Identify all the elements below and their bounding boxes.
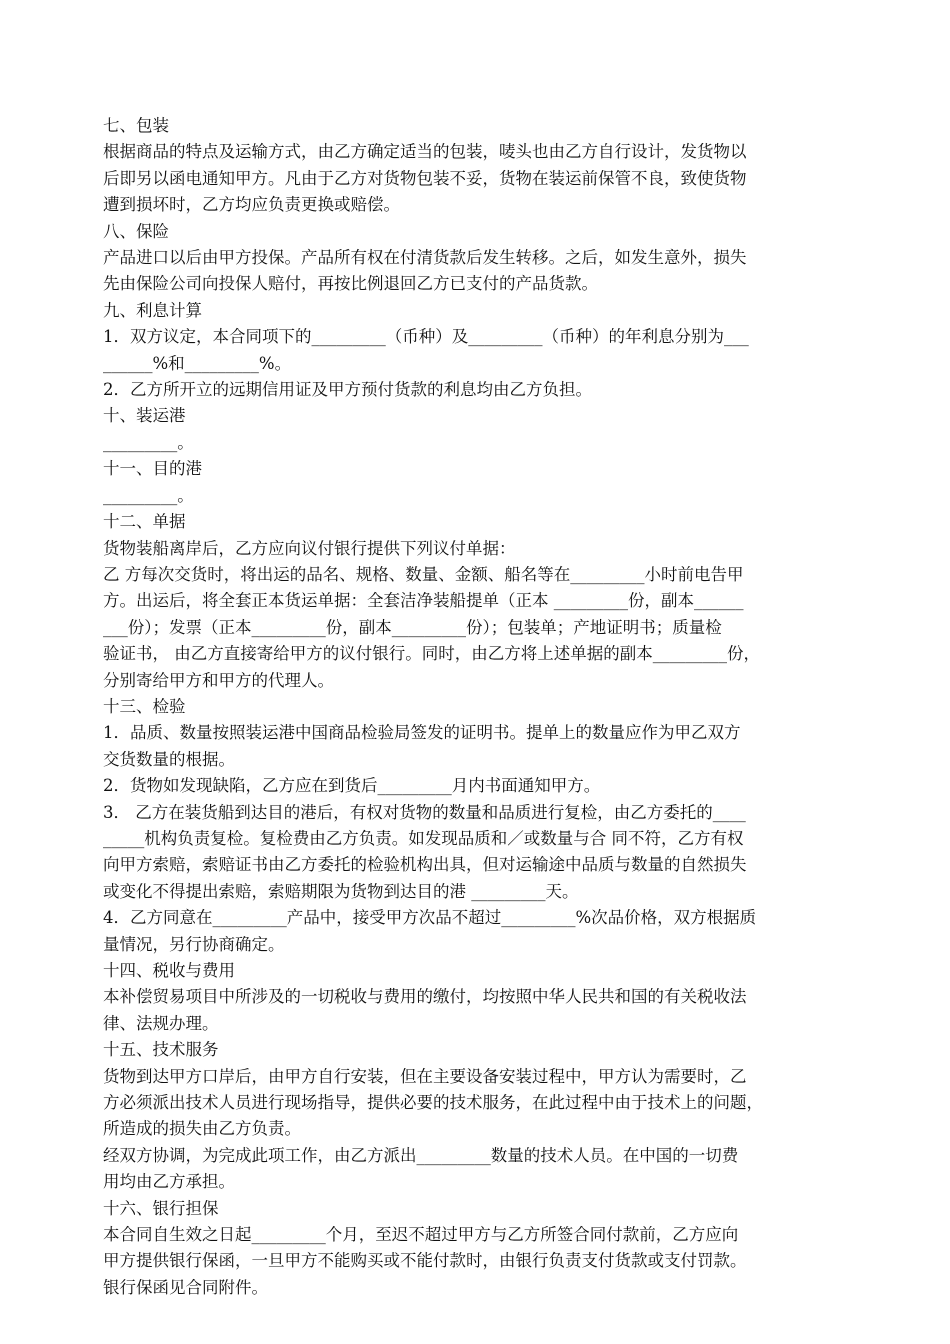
text-line: 根据商品的特点及运输方式，由乙方确定适当的包装，唛头也由乙方自行设计，发货物以 — [103, 142, 747, 162]
text-line: 3． 乙方在装货船到达目的港后，有权对货物的数量和品质进行复检，由乙方委托的____ — [103, 802, 746, 822]
section-heading-technical-service: 十五、技术服务 — [103, 1040, 219, 1060]
text-line: 1．双方议定，本合同项下的_________（币种）及_________（币种）的年利息分别为___ — [103, 327, 749, 347]
text-line: 4．乙方同意在_________产品中，接受甲方次品不超过_________%次品价格，双方根据质 — [103, 908, 757, 928]
text-line: 方。出运后，将全套正本货运单据：全套洁净装船提单（正本 _________份，副本______ — [103, 591, 744, 611]
section-heading-bank-guarantee: 十六、银行担保 — [103, 1198, 219, 1218]
section-heading-inspection: 十三、检验 — [103, 696, 186, 716]
text-line: 经双方协调，为完成此项工作，由乙方派出_________数量的技术人员。在中国的一切费 — [103, 1145, 739, 1165]
text-line: 用均由乙方承担。 — [103, 1172, 235, 1192]
blank-line: _________。 — [103, 432, 194, 452]
section-heading-taxes: 十四、税收与费用 — [103, 961, 235, 980]
text-line: ______%和_________%。 — [103, 353, 292, 373]
section-heading-loading-port: 十、装运港 — [103, 406, 186, 426]
text-line: ___份）；发票（正本_________份，副本_________份）；包装单；产地证明书；质量检 — [103, 617, 722, 637]
text-line: 货物装船离岸后，乙方应向议付银行提供下列议付单据： — [103, 538, 516, 558]
text-line: 先由保险公司向投保人赔付，再按比例退回乙方已支付的产品货款。 — [103, 274, 598, 294]
document-page — [103, 113, 855, 1301]
text-line: 甲方提供银行保函，一旦甲方不能购买或不能付款时，由银行负责支付货款或支付罚款。 — [103, 1251, 747, 1271]
text-line: 分别寄给甲方和甲方的代理人。 — [103, 670, 334, 690]
text-line: 方必须派出技术人员进行现场指导，提供必要的技术服务，在此过程中由于技术上的问题， — [103, 1093, 763, 1113]
text-line: 1．品质、数量按照装运港中国商品检验局签发的证明书。提单上的数量应作为甲乙双方 — [103, 723, 741, 743]
text-line: 向甲方索赔，索赔证书由乙方委托的检验机构出具，但对运输途中品质与数量的自然损失 — [103, 855, 747, 875]
section-heading-destination-port: 十一、目的港 — [103, 459, 202, 479]
blank-line: _________。 — [103, 485, 194, 505]
text-line: _____机构负责复检。复检费由乙方负责。如发现品质和／或数量与合 同不符，乙方有权 — [103, 828, 744, 848]
text-line: 交货数量的根据。 — [103, 749, 235, 769]
section-heading-interest: 九、利息计算 — [103, 300, 202, 320]
text-line: 所造成的损失由乙方负责。 — [103, 1119, 301, 1139]
text-line: 或变化不得提出索赔，索赔期限为货物到达目的港 _________天。 — [103, 881, 579, 901]
section-heading-insurance: 八、保险 — [103, 221, 169, 241]
text-line: 验证书， 由乙方直接寄给甲方的议付银行。同时，由乙方将上述单据的副本_________份， — [103, 644, 760, 664]
text-line: 产品进口以后由甲方投保。产品所有权在付清货款后发生转移。之后，如发生意外，损失 — [103, 248, 747, 268]
text-line: 遭到损坏时，乙方均应负责更换或赔偿。 — [103, 195, 400, 215]
text-line: 后即另以函电通知甲方。凡由于乙方对货物包装不妥，货物在装运前保管不良，致使货物 — [103, 168, 747, 188]
section-heading-documents: 十二、单据 — [103, 512, 186, 532]
text-line: 量情况，另行协商确定。 — [103, 934, 285, 954]
section-heading-packaging: 七、包装 — [103, 116, 169, 135]
text-line: 2．货物如发现缺陷，乙方应在到货后_________月内书面通知甲方。 — [103, 776, 601, 796]
text-line: 律、法规办理。 — [103, 1013, 219, 1033]
text-line: 2．乙方所开立的远期信用证及甲方预付货款的利息均由乙方负担。 — [103, 380, 592, 400]
text-line: 本补偿贸易项目中所涉及的一切税收与费用的缴付，均按照中华人民共和国的有关税收法 — [103, 987, 747, 1007]
text-line: 本合同自生效之日起_________个月，至迟不超过甲方与乙方所签合同付款前，乙方应向 — [103, 1225, 739, 1245]
text-line: 乙 方每次交货时，将出运的品名、规格、数量、金额、船名等在_________小时前电告甲 — [103, 564, 744, 584]
text-line: 银行保函见合同附件。 — [103, 1277, 268, 1297]
text-line: 货物到达甲方口岸后，由甲方自行安装，但在主要设备安装过程中，甲方认为需要时，乙 — [103, 1066, 747, 1086]
